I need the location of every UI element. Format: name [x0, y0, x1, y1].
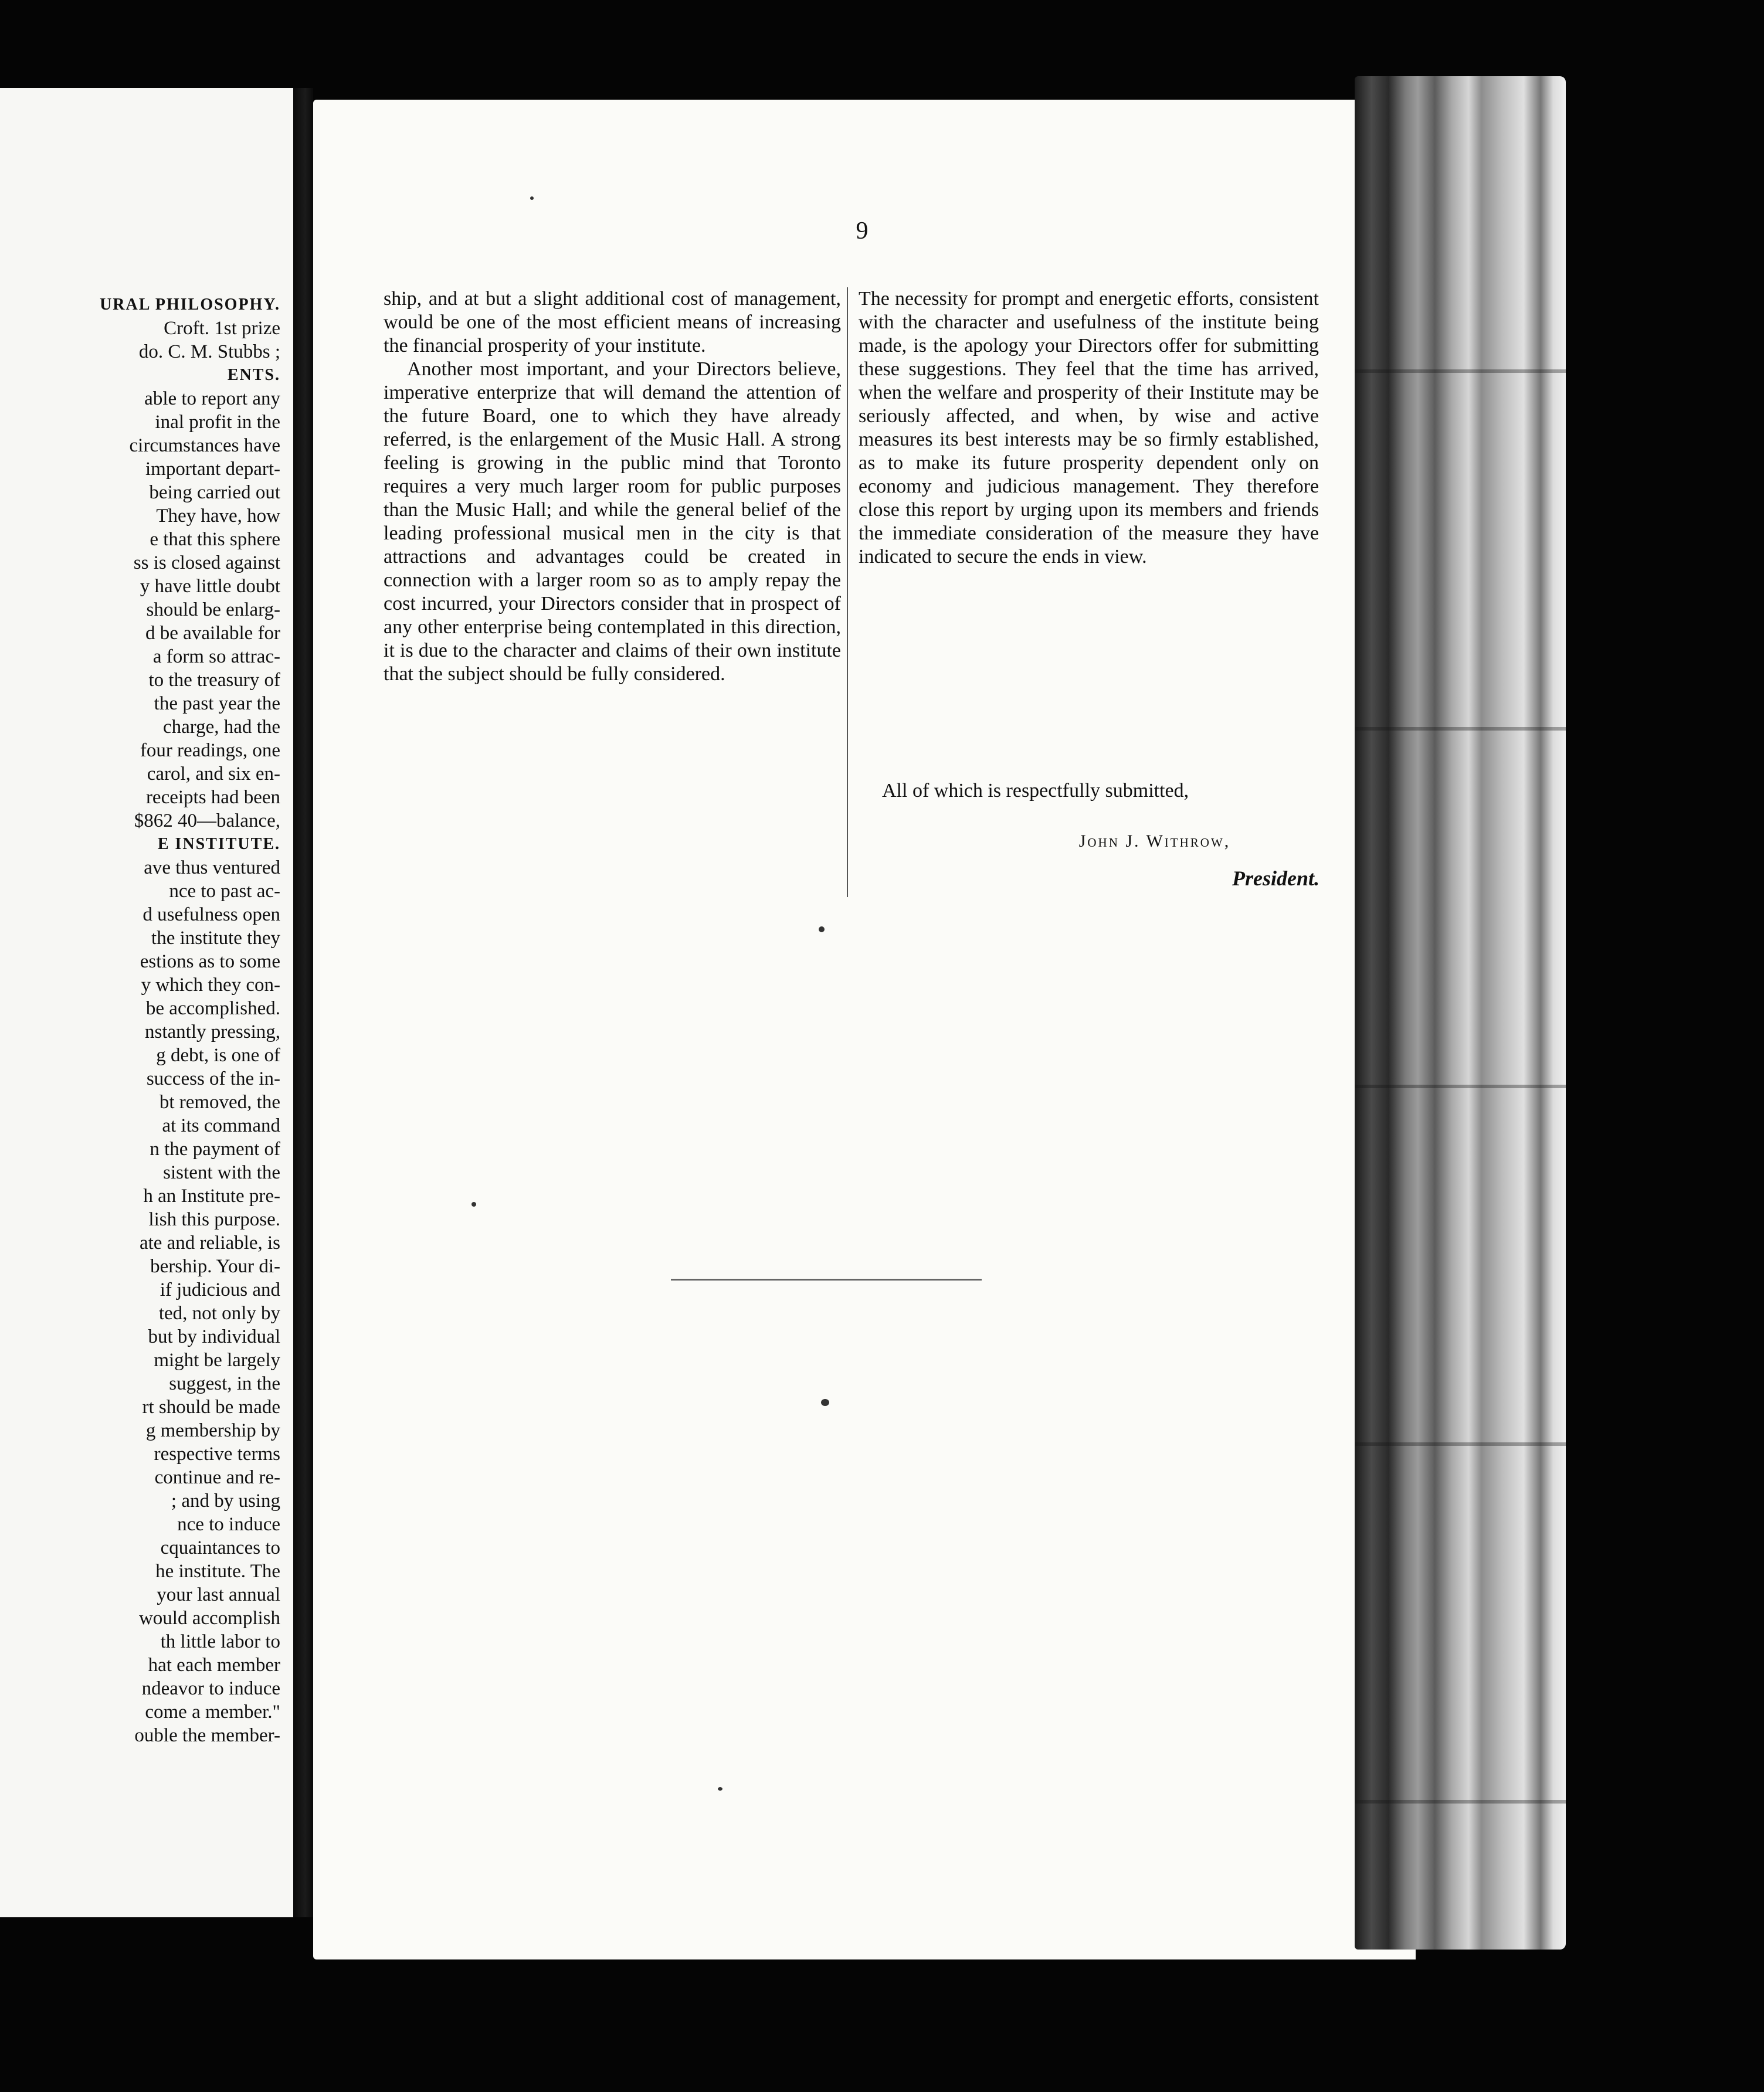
text-line: come a member."	[145, 1702, 280, 1723]
book-page-edges	[1355, 76, 1566, 1950]
text-line: cquaintances to	[160, 1537, 280, 1558]
text-line: lish this purpose.	[148, 1209, 280, 1230]
text-line: d usefulness open	[143, 904, 280, 925]
text-line: continue and re-	[154, 1467, 280, 1488]
text-line: th little labor to	[160, 1631, 280, 1652]
section-heading: URAL PHILOSOPHY.	[100, 296, 280, 314]
ink-speck	[471, 1202, 476, 1207]
text-line: ouble the member-	[134, 1725, 280, 1746]
text-line: carol, and six en-	[147, 763, 280, 784]
text-line: Croft. 1st prize	[164, 318, 280, 339]
text-line: ; and by using	[171, 1490, 280, 1512]
paragraph: Another most important, and your Directors believe, imperative enterprize that will demand the attention of the future Board, one to which they have already referred, is the enlargement of the Music Hall. A strong feeling is growing in the public mind that Toronto requires a very much larger room for public purposes than the Music Hall; and while the general belief of the leading professional musical men in the city is that attractions and advantages could be created in connection with a larger room so as to amply repay the cost incurred, your Directors consider that in prospect of any other enterprise being contemplated in this direction, it is due to the character and claims of their own institute that the subject should be fully considered.	[384, 358, 841, 685]
right-page	[313, 100, 1416, 1959]
ink-speck	[821, 1399, 829, 1406]
text-line: the past year the	[154, 693, 280, 714]
ink-speck	[819, 926, 825, 932]
text-line: sistent with the	[163, 1162, 280, 1183]
text-line: to the treasury of	[148, 670, 280, 691]
text-line: receipts had been	[145, 787, 280, 808]
text-line: might be largely	[154, 1350, 280, 1371]
section-heading: ENTS.	[227, 366, 280, 384]
text-line: n the payment of	[150, 1139, 280, 1160]
left-page-text-column	[0, 293, 280, 1747]
text-line: he institute. The	[155, 1561, 280, 1582]
text-line: d be available for	[145, 623, 280, 644]
text-line: respective terms	[154, 1444, 280, 1465]
text-line: charge, had the	[162, 716, 280, 738]
text-line: ted, not only by	[158, 1303, 280, 1324]
book-gutter	[293, 88, 313, 1917]
text-line: would accomplish	[138, 1608, 280, 1629]
text-line: nce to induce	[177, 1514, 280, 1535]
section-heading: E INSTITUTE.	[157, 835, 280, 853]
text-line: bt removed, the	[159, 1092, 280, 1113]
text-line: ave thus ventured	[144, 857, 280, 878]
text-line: g membership by	[145, 1420, 280, 1441]
text-line: $862 40—balance,	[134, 810, 280, 831]
column-rule	[847, 287, 848, 897]
ink-speck	[530, 196, 534, 200]
text-line: should be enlarg-	[146, 599, 280, 620]
text-line: but by individual	[148, 1326, 280, 1347]
section-divider	[671, 1279, 982, 1281]
text-line: if judicious and	[160, 1279, 280, 1300]
text-line: They have, how	[156, 505, 280, 527]
text-line: nstantly pressing,	[145, 1021, 280, 1042]
text-line: important depart-	[145, 459, 280, 480]
text-line: g debt, is one of	[156, 1045, 280, 1066]
text-line: ndeavor to induce	[141, 1678, 280, 1699]
text-line: being carried out	[149, 482, 280, 503]
text-line: four readings, one	[140, 740, 280, 761]
text-column-right	[859, 287, 1319, 569]
text-line: be accomplished.	[145, 998, 280, 1019]
text-line: y have little doubt	[140, 576, 280, 597]
text-line: circumstances have	[129, 435, 280, 456]
text-line: e that this sphere	[150, 529, 280, 550]
text-line: success of the in-	[146, 1068, 280, 1089]
text-line: suggest, in the	[169, 1373, 280, 1394]
text-line: ate and reliable, is	[139, 1232, 280, 1254]
signature-name: John J. Withrow,	[1078, 831, 1231, 851]
page-number: 9	[856, 218, 869, 244]
text-line: do. C. M. Stubbs ;	[138, 341, 280, 362]
closing-line: All of which is respectfully submitted,	[882, 780, 1189, 802]
paragraph: The necessity for prompt and energetic efforts, consistent with the character and usefulness of the institute being made, is the apology your Directors offer for submitting these suggestions. They feel that the time has arrived, when the welfare and prosperity of their Institute may be seriously affected, and when, by wise and active measures its best interests may be so firmly established, as to make its future prosperity dependent only on economy and judicious management. They therefore close this report by urging upon its members and friends the immediate consideration of the measure they have indicated to secure the ends in view.	[859, 288, 1319, 568]
text-line: a form so attrac-	[152, 646, 280, 667]
text-line: the institute they	[151, 928, 280, 949]
text-line: at its command	[162, 1115, 280, 1136]
text-line: y which they con-	[141, 974, 280, 996]
left-page	[0, 88, 293, 1917]
text-line: ss is closed against	[133, 552, 280, 573]
text-line: inal profit in the	[155, 412, 280, 433]
text-line: h an Institute pre-	[143, 1186, 280, 1207]
ink-speck	[718, 1787, 722, 1791]
signature-title: President.	[1232, 867, 1319, 890]
text-line: hat each member	[148, 1655, 280, 1676]
text-line: estions as to some	[140, 951, 280, 972]
paragraph: ship, and at but a slight additional cost of management, would be one of the most efficient means of increasing the financial prosperity of your institute.	[384, 288, 841, 356]
text-line: able to report any	[144, 388, 280, 409]
text-line: bership. Your di-	[150, 1256, 280, 1277]
text-line: rt should be made	[142, 1397, 280, 1418]
text-column-left	[384, 287, 841, 686]
text-line: nce to past ac-	[169, 881, 280, 902]
text-line: your last annual	[157, 1584, 280, 1605]
